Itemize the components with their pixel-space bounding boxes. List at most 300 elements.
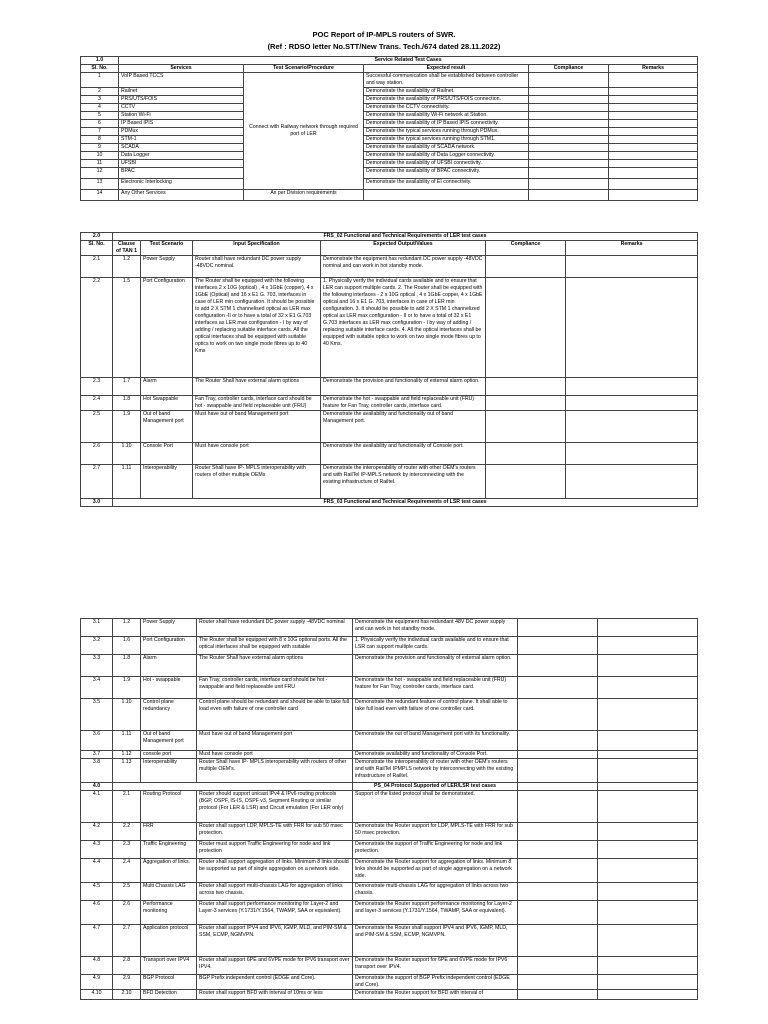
compliance-cell (529, 152, 609, 160)
compliance-cell (518, 751, 598, 759)
col-header: Input Specification (193, 241, 321, 256)
clause-cell: 1.7 (113, 378, 141, 396)
input-spec-cell: Router shall have redundant DC power supply -48VDC nominal (197, 619, 353, 637)
input-spec-cell: Router shall support LDP, MPLS-TE with FRR for sub 50 msec protection. (197, 823, 353, 841)
remarks-cell (609, 112, 698, 120)
table-row (81, 144, 698, 152)
clause-cell: 2.8 (113, 957, 141, 975)
sl-no-cell: 6 (81, 120, 119, 128)
remarks-cell (609, 168, 698, 179)
test-scenario-cell: Performance monitoring (141, 901, 197, 925)
sl-no-cell: 2.4 (81, 396, 113, 411)
remarks-cell (609, 128, 698, 136)
table-row (81, 256, 698, 278)
compliance-cell (518, 677, 598, 699)
clause-cell: 1.8 (113, 396, 141, 411)
test-scenario-cell: Hot - swappable (141, 677, 197, 699)
expected-result-cell: Demonstrate the availability of EI connectivity. (364, 179, 529, 190)
test-scenario-cell: FRR (141, 823, 197, 841)
sl-no-cell: 4.5 (81, 883, 113, 901)
ler-test-table (80, 232, 698, 507)
test-scenario-cell: BFD Detection (141, 990, 197, 1000)
page-subtitle: (Ref : RDSO letter No.STT/New Trans. Tech./674 dated 28.11.2022) (267, 42, 501, 51)
sl-no-cell: 3 (81, 96, 119, 104)
table-row (81, 152, 698, 160)
procedure-cell: Connect with Railway network through required port of LER (244, 73, 364, 190)
col-header: Expected result (364, 65, 529, 73)
col-header: Expected Output/Values (321, 241, 486, 256)
expected-output-cell: Demonstrate availability and functionality of Console Port. (353, 751, 518, 759)
remarks-cell (609, 96, 698, 104)
section-number: 1.0 (81, 57, 119, 65)
expected-result-cell: Successful communication shall be established between controller and way station. (364, 73, 529, 88)
remarks-cell (609, 120, 698, 128)
clause-cell: 2.2 (113, 823, 141, 841)
remarks-cell (609, 104, 698, 112)
compliance-cell (518, 823, 598, 841)
test-scenario-cell: Out of band Management port (141, 731, 197, 751)
remarks-cell (609, 190, 698, 201)
expected-output-cell: Demonstrate the Router shall support IPV4 and IPV6, IGMP, MLD, and PIM-SM & SSM, ECMP, NGMVPN. (353, 925, 518, 957)
table-row (81, 136, 698, 144)
remarks-cell (609, 179, 698, 190)
remarks-cell (598, 823, 698, 841)
table-body (81, 73, 698, 201)
test-scenario-cell: Power Supply (141, 256, 193, 278)
clause-cell: 2.5 (113, 883, 141, 901)
section-number: 3.0 (81, 499, 113, 507)
table-row (81, 160, 698, 168)
table-row (81, 859, 698, 883)
expected-output-cell: Demonstrate the redundant feature of control plane. It shall able to take full load even with failure of one controller card. (353, 699, 518, 731)
test-scenario-cell: Alarm (141, 378, 193, 396)
test-scenario-cell: Aggregation of links. (141, 859, 197, 883)
table-row (81, 120, 698, 128)
table-row (81, 759, 698, 783)
test-scenario-cell: Routing Protocol (141, 791, 197, 823)
table-row (81, 883, 698, 901)
clause-cell: 1.11 (113, 465, 141, 499)
test-scenario-cell: Port Configuration (141, 637, 197, 655)
table-row (81, 465, 698, 499)
clause-cell: 1.2 (113, 256, 141, 278)
table-row (81, 990, 698, 1000)
table-row (81, 168, 698, 179)
test-scenario-cell: Alarm (141, 655, 197, 677)
expected-output-cell: Demonstrate the out of band Management port with its functionality. (353, 731, 518, 751)
remarks-cell (598, 990, 698, 1000)
compliance-cell (518, 883, 598, 901)
input-spec-cell: Must have console port (197, 751, 353, 759)
input-spec-cell: Must have out of band Management port (197, 731, 353, 751)
service-cell: STM-1 (119, 136, 244, 144)
compliance-cell (529, 168, 609, 179)
sl-no-cell: 4.3 (81, 841, 113, 859)
expected-output-cell: Demonstrate the Router support for BFD with interval of (353, 990, 518, 1000)
sl-no-cell: 2.7 (81, 465, 113, 499)
expected-output-cell: Demonstrate multi-chassis LAG for aggregation of links across two chassis. (353, 883, 518, 901)
clause-cell: 2.7 (113, 925, 141, 957)
clause-cell: 2.10 (113, 990, 141, 1000)
table-row (81, 655, 698, 677)
table-row (81, 677, 698, 699)
sl-no-cell: 10 (81, 152, 119, 160)
compliance-cell (529, 112, 609, 120)
sl-no-cell: 5 (81, 112, 119, 120)
remarks-cell (566, 443, 698, 465)
remarks-cell (598, 619, 698, 637)
compliance-cell (486, 378, 566, 396)
input-spec-cell: Fan Tray, controller cards, interface card should be hot - swappable and field replaceable unit (FRU) (193, 396, 321, 411)
service-cell: UFSBI (119, 160, 244, 168)
remarks-cell (598, 677, 698, 699)
expected-output-cell: Demonstrate the availability and functionality out of band Management port. (321, 411, 486, 443)
test-scenario-cell: BGP Protocol (141, 975, 197, 990)
test-scenario-cell: Transport over IPV4 (141, 957, 197, 975)
input-spec-cell: Router shall support 6PE and 6VPE mode for IPV6 transport over IPV4. (197, 957, 353, 975)
remarks-cell (598, 751, 698, 759)
sl-no-cell: 3.4 (81, 677, 113, 699)
input-spec-cell: Router shall support multi-chassis LAG for aggregation of links across two chassis. (197, 883, 353, 901)
clause-cell: 1.2 (113, 619, 141, 637)
col-header: Compliance (486, 241, 566, 256)
clause-cell: 1.11 (113, 731, 141, 751)
test-scenario-cell: Hot Swappable (141, 396, 193, 411)
compliance-cell (529, 190, 609, 201)
table-row (81, 73, 698, 88)
test-scenario-cell: Application protocol (141, 925, 197, 957)
expected-result-cell: Demonstrate the availability of UFSBI connectivity. (364, 160, 529, 168)
input-spec-cell: Fan Tray, controller cards, interface card should be hot - swappable and field replaceable unit FRU (197, 677, 353, 699)
input-spec-cell: BGP Prefix independent control (EDGE and Core). (197, 975, 353, 990)
expected-output-cell: Demonstrate the hot - swappable and field replaceable unit (FRU) feature for Fan Tray, controller cards, interface card. (353, 677, 518, 699)
input-spec-cell: Router shall support performance monitoring for Layer-2 and Layer-3 services (Y.1731/Y.1564, TWAMP, SAA or equivalent). (197, 901, 353, 925)
expected-output-cell: Demonstrate the hot - swappable and field replaceable unit (FRU) feature for Fan Tray, controller cards, interface card. (321, 396, 486, 411)
service-cell: Electronic Interlocking (119, 179, 244, 190)
compliance-cell (486, 256, 566, 278)
table-row (81, 443, 698, 465)
section-number: 4.0 (81, 783, 113, 791)
table-row (81, 823, 698, 841)
sl-no-cell: 4.6 (81, 901, 113, 925)
input-spec-cell: Router shall support aggregation of links. Minimum 8 links should be supported as part of single aggregation on a network side. (197, 859, 353, 883)
sl-no-cell: 11 (81, 160, 119, 168)
table-row (81, 378, 698, 396)
remarks-cell (609, 73, 698, 88)
remarks-cell (598, 957, 698, 975)
expected-output-cell: Demonstrate the interoperability of router with other OEM's routers and with RailTel IP-MPLS network by interconnecting with the existing infrastructure of Railtel. (321, 465, 486, 499)
expected-result-cell: Demonstrate the availability Wi-Fi network at Station. (364, 112, 529, 120)
table-row (81, 278, 698, 378)
input-spec-cell: Router shall support BFD with interval of 10ms or less (197, 990, 353, 1000)
table-row (81, 699, 698, 731)
compliance-cell (529, 88, 609, 96)
compliance-cell (486, 443, 566, 465)
remarks-cell (598, 655, 698, 677)
clause-cell: 1.10 (113, 699, 141, 731)
service-test-table (80, 56, 698, 201)
col-header: Test Scenario/Procedure (244, 65, 364, 73)
expected-output-cell: Demonstrate the equipment has redundant DC power supply -48VDC nominal and can work in hot standby mode. (321, 256, 486, 278)
sl-no-cell: 2.3 (81, 378, 113, 396)
clause-cell: 1.12 (113, 751, 141, 759)
expected-result-cell: Demonstrate the typical services running through STM1. (364, 136, 529, 144)
sl-no-cell: 8 (81, 136, 119, 144)
test-scenario-cell: Interoperability (141, 759, 197, 783)
sl-no-cell: 2.1 (81, 256, 113, 278)
remarks-cell (609, 136, 698, 144)
remarks-cell (598, 883, 698, 901)
compliance-cell (529, 160, 609, 168)
sl-no-cell: 4.8 (81, 957, 113, 975)
remarks-cell (598, 637, 698, 655)
table-body (81, 256, 698, 499)
expected-result-cell: Demonstrate the CCTV connectivity. (364, 104, 529, 112)
clause-cell: 2.9 (113, 975, 141, 990)
remarks-cell (598, 975, 698, 990)
section-heading: PS_04 Protocol Supported of LER/LSR test cases (353, 783, 518, 791)
sl-no-cell: 3.6 (81, 731, 113, 751)
expected-result-cell: Demonstrate the typical services running through PDMux. (364, 128, 529, 136)
remarks-cell (598, 731, 698, 751)
input-spec-cell: Must have console port (193, 443, 321, 465)
test-scenario-cell: Control plane redundancy (141, 699, 197, 731)
sl-no-cell: 3.2 (81, 637, 113, 655)
col-header: Clause of TAN 1 (113, 241, 141, 256)
sl-no-cell: 3.1 (81, 619, 113, 637)
sl-no-cell: 3.5 (81, 699, 113, 731)
sl-no-cell: 3.7 (81, 751, 113, 759)
compliance-cell (529, 136, 609, 144)
clause-cell: 2.3 (113, 841, 141, 859)
compliance-cell (518, 619, 598, 637)
remarks-cell (609, 152, 698, 160)
input-spec-cell: Router shall have redundant DC power supply -48VDC nominal. (193, 256, 321, 278)
compliance-cell (518, 759, 598, 783)
service-cell: Station Wi-Fi (119, 112, 244, 120)
table-row (81, 96, 698, 104)
sl-no-cell: 2.5 (81, 411, 113, 443)
clause-cell: 1.8 (113, 655, 141, 677)
clause-cell: 1.6 (113, 637, 141, 655)
expected-result-cell: Demonstrate the availability of BPAC connectivity. (364, 168, 529, 179)
table-row (81, 925, 698, 957)
clause-cell: 2.6 (113, 901, 141, 925)
table-row (81, 731, 698, 751)
compliance-cell (529, 144, 609, 152)
input-spec-cell: Router must support Traffic Engineering for node and link protection (197, 841, 353, 859)
expected-output-cell: 1. Physically verify the individual cards available and to ensure that LER can support multiple cards. 2. The Router shall be equipped with the following interfaces - 2 x 10G optical , 4 x 1GbE copper, 4 x 1GbE optical and 16 x E1 G. 703, interfaces in case of LER min configuration. 3. It should be possible to add 2 X STM 1 channelized optical as LER max configuration - II or to have a total of 32 x E1 G.703 interfaces as LER max configuration - I by way of adding / replacing suitable interface cards. 4. All the optical interfaces shall be equipped with suitable optics to work on two single mode fibres up to 40 Kms. (321, 278, 486, 378)
remarks-cell (598, 925, 698, 957)
table-row (81, 190, 698, 201)
expected-output-cell: Demonstrate the provision and functionality of external alarm option. (321, 378, 486, 396)
expected-output-cell: Demonstrate the availability and functionality of Console port. (321, 443, 486, 465)
sl-no-cell: 4.10 (81, 990, 113, 1000)
test-scenario-cell: Interoperability (141, 465, 193, 499)
table-row (81, 841, 698, 859)
expected-result-cell: Demonstrate the availability of IP Based IPIS connectivity. (364, 120, 529, 128)
service-cell: CCTV (119, 104, 244, 112)
table-row (81, 901, 698, 925)
expected-result-cell: Demonstrate the availability of Railnet. (364, 88, 529, 96)
compliance-cell (518, 699, 598, 731)
compliance-cell (518, 975, 598, 990)
compliance-cell (529, 128, 609, 136)
remarks-cell (598, 699, 698, 731)
service-cell: SCADA (119, 144, 244, 152)
table-row (81, 637, 698, 655)
section-heading: FRS_03 Functional and Technical Requirements of LSR test cases (113, 499, 698, 507)
input-spec-cell: Router should support unicast IPv4 & IPv6 routing protocols (BGP, OSPF, IS-IS, OSPF v3, Segment Routing or similar protocol (For LER & LSR) and Circuit emulation (For LER only) (197, 791, 353, 823)
expected-output-cell: Demonstrate the provision and functionality of external alarm option. (353, 655, 518, 677)
service-cell: Any Other Services (119, 190, 244, 201)
sl-no-cell: 2 (81, 88, 119, 96)
compliance-cell (518, 859, 598, 883)
input-spec-cell: Router Shall have IP- MPLS interoperability with routers of other multiple OEM's. (197, 759, 353, 783)
compliance-cell (486, 396, 566, 411)
remarks-cell (598, 759, 698, 783)
sl-no-cell: 4.2 (81, 823, 113, 841)
sl-no-cell: 4 (81, 104, 119, 112)
col-header: Remarks (609, 65, 698, 73)
expected-output-cell: Demonstrate the Router support for LDP, MPLS-TE with FRR for sub 50 msec protection. (353, 823, 518, 841)
input-spec-cell: The Router shall be equipped with the following interfaces 2 x 10G (optical) , 4 x 1GbE (copper), 4 x 1GbE (Optical) and 16 x E1 G. 703, interfaces in case of LER min configuration. It should be possible to add 2 X STM 1 channelised optical as LER max configuration -II or to have a total of 32 x E1 G.703 interfaces as LER max configuration - I by way of adding / replacing suitable interface cards. All the optical interfaces shall be equipped with suitable optics to work on two single mode fibres up to 40 Kms (193, 278, 321, 378)
compliance-cell (518, 841, 598, 859)
table-row (81, 128, 698, 136)
compliance-cell (518, 731, 598, 751)
clause-cell: 1.10 (113, 443, 141, 465)
table-row (81, 751, 698, 759)
service-cell: PDMux (119, 128, 244, 136)
remarks-cell (598, 841, 698, 859)
remarks-cell (598, 859, 698, 883)
sl-no-cell: 7 (81, 128, 119, 136)
compliance-cell (529, 120, 609, 128)
expected-output-cell: Demonstrate the equipment has redundant 48V DC power supply and can work in hot standby mode. (353, 619, 518, 637)
test-scenario-cell: Console Port (141, 443, 193, 465)
expected-output-cell: Demonstrate the Router support for 6PE and 6VPE mode for IPV6 transport over IPV4. (353, 957, 518, 975)
sl-no-cell: 4.9 (81, 975, 113, 990)
clause-cell: 1.9 (113, 411, 141, 443)
col-header: Sl. No. (81, 241, 113, 256)
input-spec-cell: Must have out of band Management port (193, 411, 321, 443)
expected-output-cell: Demonstrate the support of BGP Prefix independent control (EDGE and Core). (353, 975, 518, 990)
col-header: Remarks (566, 241, 698, 256)
sl-no-cell: 2.2 (81, 278, 113, 378)
table-body (81, 619, 698, 783)
service-cell: IP Based IPIS (119, 120, 244, 128)
compliance-cell (518, 990, 598, 1000)
clause-cell: 1.13 (113, 759, 141, 783)
service-cell: PRS/UTS/FOIS (119, 96, 244, 104)
compliance-cell (486, 465, 566, 499)
page-title: POC Report of IP-MPLS routers of SWR. (312, 30, 456, 39)
remarks-cell (598, 791, 698, 823)
compliance-cell (529, 96, 609, 104)
clause-cell: 2.1 (113, 791, 141, 823)
test-scenario-cell: console port (141, 751, 197, 759)
sl-no-cell: 14 (81, 190, 119, 201)
remarks-cell (566, 411, 698, 443)
expected-result-cell: Demonstrate the availability of PRS/UTS/FOIS connection. (364, 96, 529, 104)
compliance-cell (518, 901, 598, 925)
expected-output-cell: Demonstrate the Router support for aggregation of links. Minimum 8 links should be supported as part of single aggregation on a network side. (353, 859, 518, 883)
test-scenario-cell: Traffic Engineering (141, 841, 197, 859)
table-row (81, 791, 698, 823)
remarks-cell (566, 396, 698, 411)
input-spec-cell: Control plane should be redundant and should be able to take full load even with failure of one controller card (197, 699, 353, 731)
table-row (81, 396, 698, 411)
sl-no-cell: 9 (81, 144, 119, 152)
sl-no-cell: 4.1 (81, 791, 113, 823)
expected-output-cell: Demonstrate the support of Traffic Engineering for node and link protection. (353, 841, 518, 859)
test-scenario-cell: Multi Chassis LAG (141, 883, 197, 901)
sl-no-cell: 4.4 (81, 859, 113, 883)
service-cell: VoIP Based TCCS (119, 73, 244, 88)
service-cell: Railnet (119, 88, 244, 96)
compliance-cell (529, 179, 609, 190)
procedure-cell: As per Division requirements (244, 190, 364, 201)
test-scenario-cell: Port Configuration (141, 278, 193, 378)
compliance-cell (486, 411, 566, 443)
compliance-cell (518, 637, 598, 655)
col-header: Sl. No. (81, 65, 119, 73)
col-header: Test Scenario (141, 241, 193, 256)
remarks-cell (566, 256, 698, 278)
sl-no-cell: 3.8 (81, 759, 113, 783)
table-row (81, 112, 698, 120)
sl-no-cell: 12 (81, 168, 119, 179)
compliance-cell (518, 655, 598, 677)
input-spec-cell: The Router shall be equipped with 8 x 10G optional ports. All the optical interfaces shall be equipped with suitable (197, 637, 353, 655)
input-spec-cell: Router Shall have IP- MPLS interoperability with routers of other multiple OEMs (193, 465, 321, 499)
expected-result-cell: Demonstrate the availability of Data Logger connectivity. (364, 152, 529, 160)
clause-cell: 1.9 (113, 677, 141, 699)
table-row (81, 957, 698, 975)
remarks-cell (566, 278, 698, 378)
remarks-cell (609, 160, 698, 168)
col-header: Services (119, 65, 244, 73)
input-spec-cell: Router shall support IPV4 and IPV6, IGMP, MLD, and PIM-SM & SSM, ECMP, NGMVPN. (197, 925, 353, 957)
section-number: 2.0 (81, 233, 113, 241)
expected-result-cell (364, 190, 529, 201)
remarks-cell (609, 144, 698, 152)
sl-no-cell: 13 (81, 179, 119, 190)
remarks-cell (566, 378, 698, 396)
test-scenario-cell: Power Supply (141, 619, 197, 637)
sl-no-cell: 4.7 (81, 925, 113, 957)
section-heading: FRS_02 Functional and Technical Requirements of LER test cases (113, 233, 698, 241)
test-scenario-cell: Out of band Management port (141, 411, 193, 443)
sl-no-cell: 3.3 (81, 655, 113, 677)
expected-output-cell: 1. Physically verify the individual cards available and to ensure that LSR can support multiple cards. (353, 637, 518, 655)
service-cell: Data Logger (119, 152, 244, 160)
lsr-test-table (80, 618, 698, 1000)
table-row (81, 104, 698, 112)
remarks-cell (609, 88, 698, 96)
remarks-cell (598, 901, 698, 925)
input-spec-cell: The Router Shall have external alarm options (193, 378, 321, 396)
compliance-cell (518, 925, 598, 957)
expected-output-cell: Demonstrate the Router support performance monitoring for Layer-2 and layer-3 services (Y.1731/Y.1564, TWAMP, SAA or equivalent). (353, 901, 518, 925)
col-header: Compliance (529, 65, 609, 73)
compliance-cell (529, 104, 609, 112)
sl-no-cell: 1 (81, 73, 119, 88)
expected-result-cell: Demonstrate the availability of SCADA network. (364, 144, 529, 152)
table-row (81, 179, 698, 190)
compliance-cell (518, 957, 598, 975)
expected-output-cell: Demonstrate the interoperability of router with other OEM's routers and with RailTel IPMPLS network by interconnecting with the existing infrastructure of Railtel. (353, 759, 518, 783)
